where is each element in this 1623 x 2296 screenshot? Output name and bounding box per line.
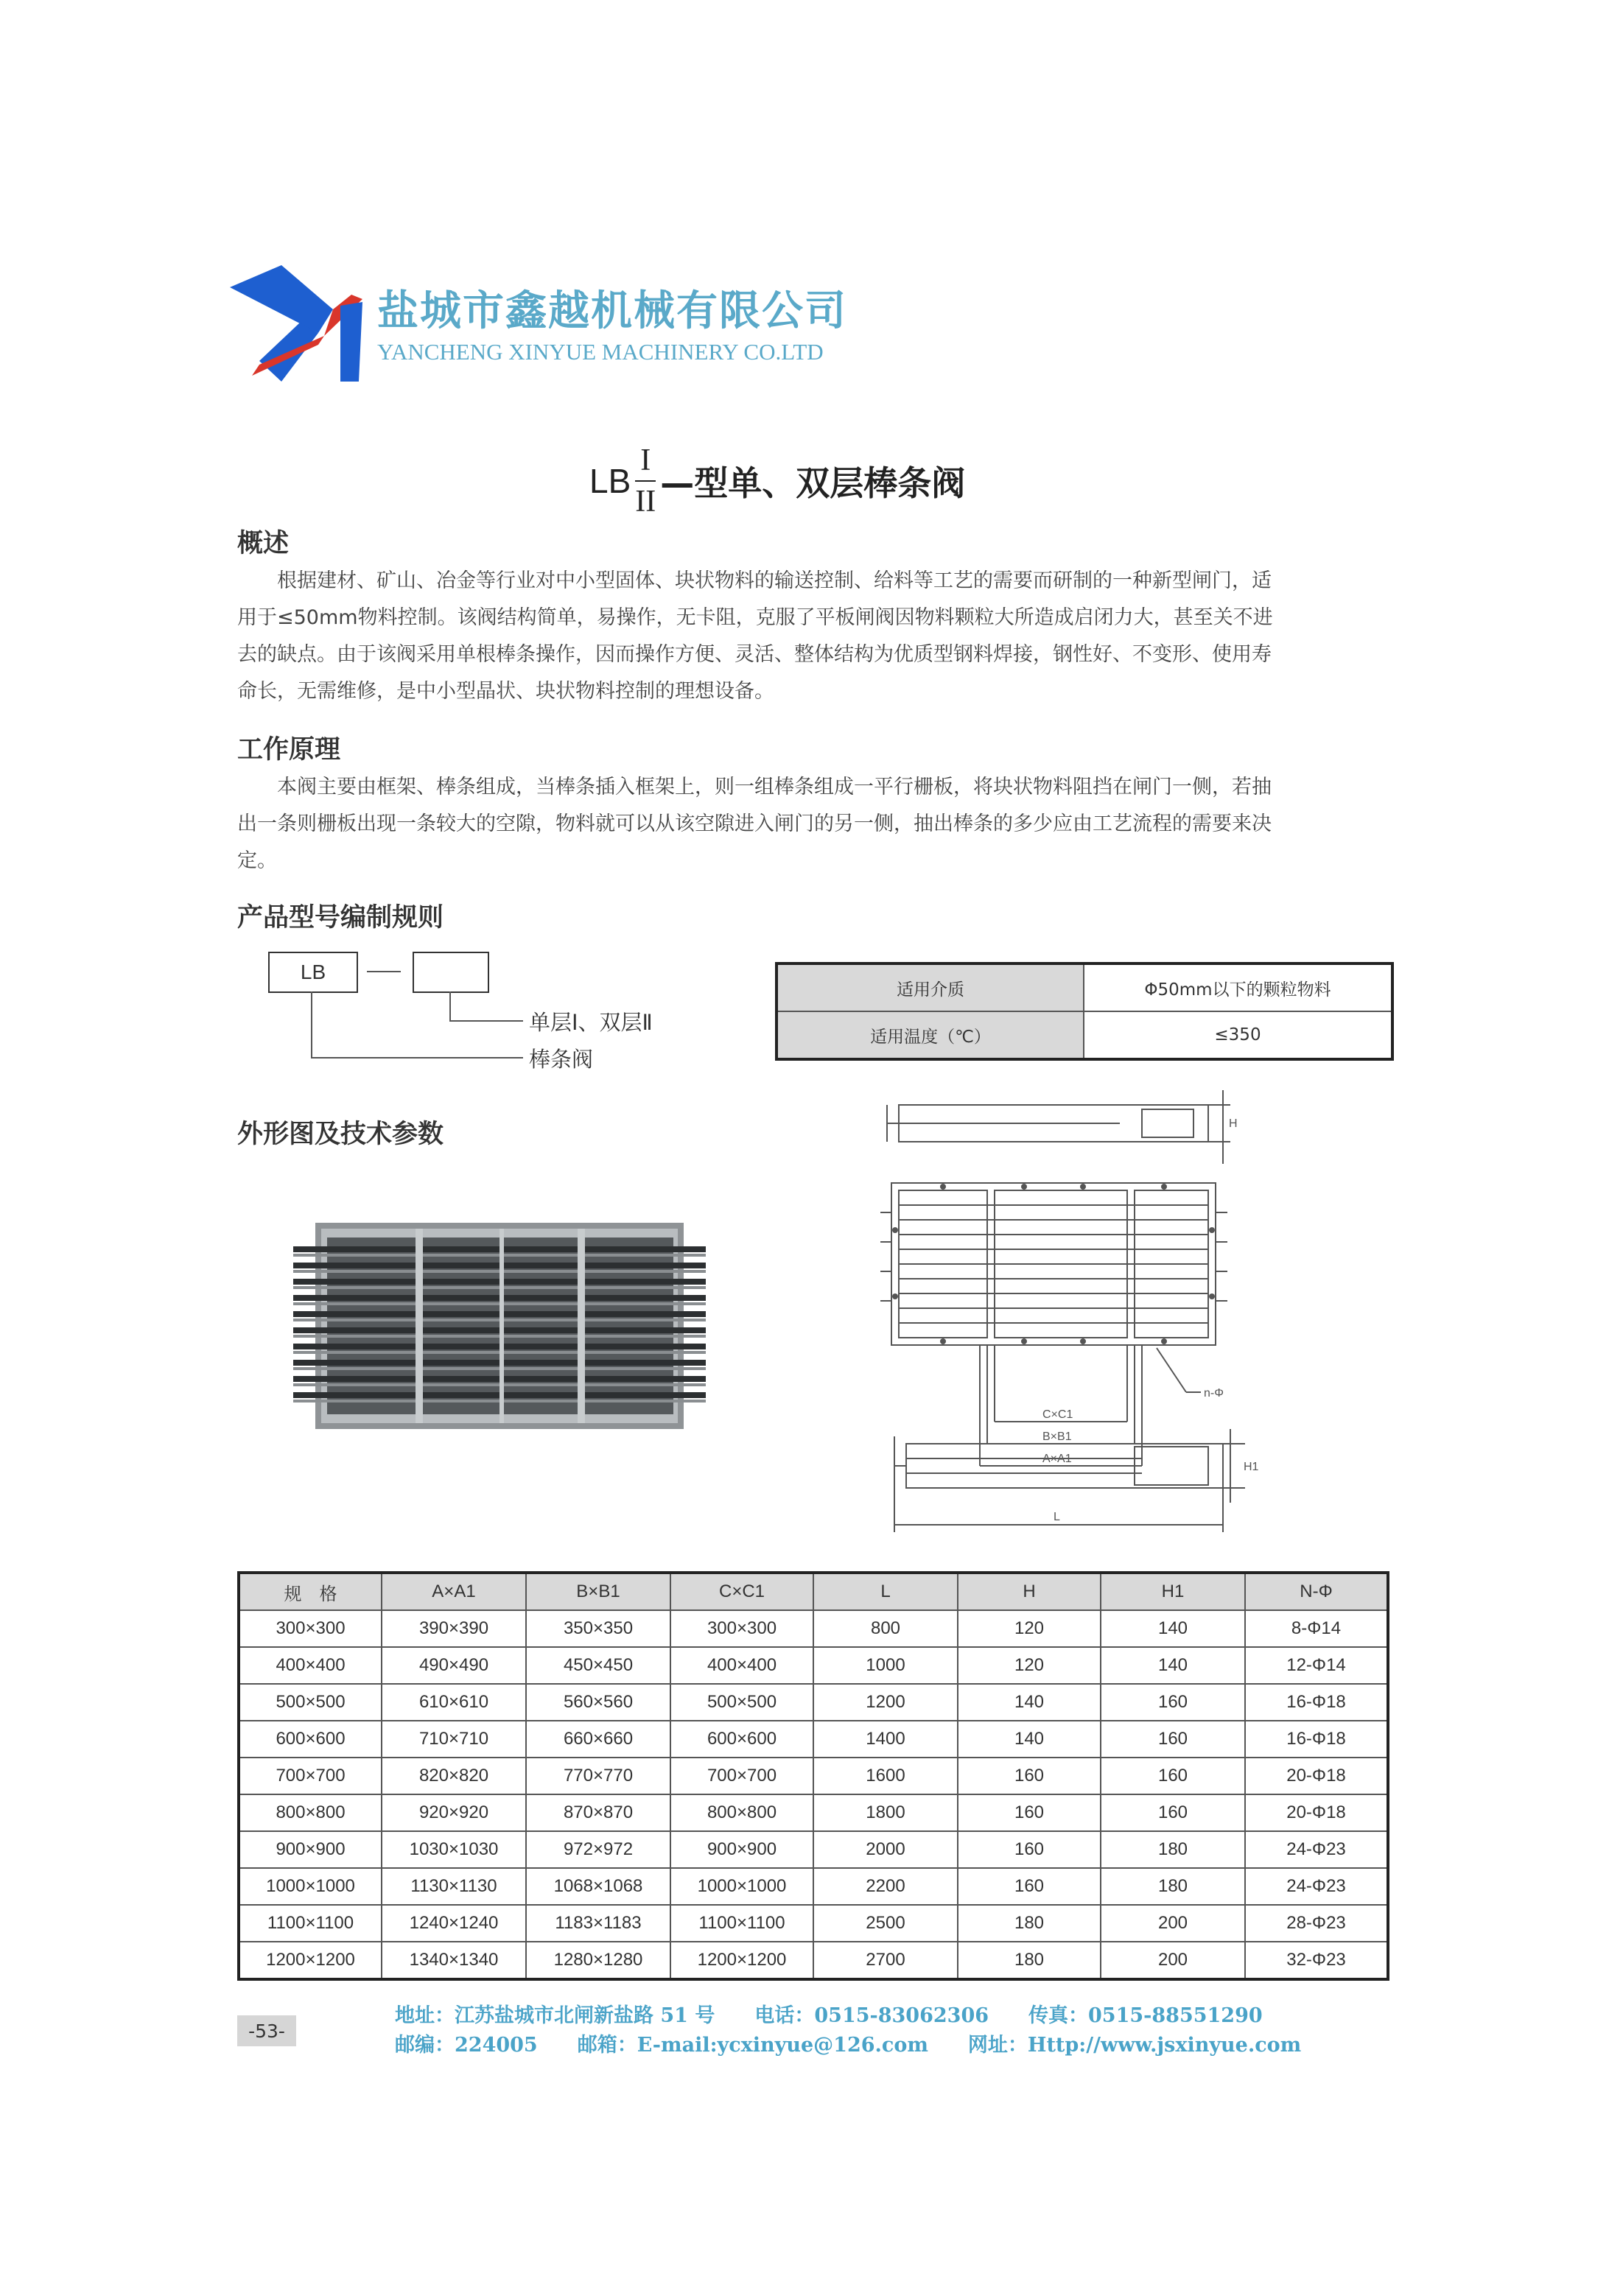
- table-cell: 16-Φ18: [1245, 1721, 1388, 1758]
- table-cell: 800×800: [670, 1794, 813, 1831]
- footer-contact-line-2: 邮编：224005 邮箱：E-mail:ycxinyue@126.com 网址：Http://www.jsxinyue.com: [395, 2034, 1302, 2057]
- table-cell: 1030×1030: [382, 1831, 526, 1868]
- table-cell: 180: [1101, 1868, 1245, 1905]
- table-cell: 870×870: [526, 1794, 670, 1831]
- table-cell: 160: [1101, 1721, 1245, 1758]
- dim-label-nphi: n-Φ: [1204, 1387, 1224, 1400]
- table-row: [239, 1905, 1388, 1942]
- table-cell: 2500: [813, 1905, 958, 1942]
- company-name-cn: 盐城市鑫越机械有限公司: [377, 287, 847, 335]
- title-roman-fraction: [635, 443, 656, 519]
- title-fraction-bar: [635, 480, 656, 482]
- table-cell: 1800: [813, 1794, 958, 1831]
- table-cell: ≤350: [1084, 1011, 1392, 1059]
- table-cell: 140: [1101, 1610, 1245, 1647]
- table-cell: 180: [1101, 1831, 1245, 1868]
- model-label-layer: 单层Ⅰ、双层Ⅱ: [529, 1010, 653, 1035]
- table-header-row: [239, 1573, 1388, 1610]
- table-cell: 1000×1000: [670, 1868, 813, 1905]
- table-cell: 700×700: [670, 1758, 813, 1794]
- table-cell: 200: [1101, 1905, 1245, 1942]
- table-row: [239, 1647, 1388, 1684]
- table-row: [239, 1684, 1388, 1721]
- principle-paragraph: [237, 769, 1395, 880]
- table-cell: 8-Φ14: [1245, 1610, 1388, 1647]
- table-cell: 350×350: [526, 1610, 670, 1647]
- table-cell: 160: [1101, 1758, 1245, 1794]
- column-header: B×B1: [526, 1573, 670, 1610]
- table-cell: 24-Φ23: [1245, 1831, 1388, 1868]
- table-cell: 20-Φ18: [1245, 1758, 1388, 1794]
- table-cell: 180: [958, 1905, 1101, 1942]
- table-cell: 140: [958, 1721, 1101, 1758]
- table-cell: 400×400: [239, 1647, 382, 1684]
- table-cell: 390×390: [382, 1610, 526, 1647]
- model-dash-line: [367, 971, 401, 972]
- table-cell: 1130×1130: [382, 1868, 526, 1905]
- parameter-table: [237, 1571, 1389, 1981]
- table-cell: 1200: [813, 1684, 958, 1721]
- table-cell: 180: [958, 1942, 1101, 1979]
- column-header: A×A1: [382, 1573, 526, 1610]
- table-cell: 900×900: [670, 1831, 813, 1868]
- table-cell: 160: [958, 1868, 1101, 1905]
- page-number: -53-: [237, 2015, 296, 2046]
- parameter-table-body: [239, 1610, 1388, 1979]
- table-cell: 160: [1101, 1794, 1245, 1831]
- table-cell: 800×800: [239, 1794, 382, 1831]
- table-cell: 200: [1101, 1942, 1245, 1979]
- model-rule-heading: 产品型号编制规则: [237, 903, 444, 933]
- table-cell: 160: [1101, 1684, 1245, 1721]
- table-cell: 1100×1100: [239, 1905, 382, 1942]
- table-row: [777, 963, 1392, 1011]
- table-cell: 300×300: [670, 1610, 813, 1647]
- table-cell: 12-Φ14: [1245, 1647, 1388, 1684]
- table-cell: 610×610: [382, 1684, 526, 1721]
- dim-label-bb1: B×B1: [1042, 1430, 1072, 1443]
- table-cell: 20-Φ18: [1245, 1794, 1388, 1831]
- title-rest: —型单、双层棒条阀: [660, 463, 966, 503]
- column-header: H: [958, 1573, 1101, 1610]
- column-header: H1: [1101, 1573, 1245, 1610]
- table-cell: 适用介质: [777, 963, 1084, 1011]
- table-cell: 972×972: [526, 1831, 670, 1868]
- table-cell: 920×920: [382, 1794, 526, 1831]
- table-cell: 1100×1100: [670, 1905, 813, 1942]
- column-header: 规 格: [239, 1573, 382, 1610]
- principle-line: 定。: [237, 849, 277, 872]
- column-header: N-Φ: [1245, 1573, 1388, 1610]
- table-cell: 16-Φ18: [1245, 1684, 1388, 1721]
- principle-heading: 工作原理: [237, 735, 341, 765]
- table-cell: 1600: [813, 1758, 958, 1794]
- dim-label-h1: H1: [1244, 1461, 1259, 1473]
- column-header: C×C1: [670, 1573, 813, 1610]
- overview-line: 命长，无需维修，是中小型晶状、块状物料控制的理想设备。: [237, 680, 774, 703]
- table-cell: 600×600: [670, 1721, 813, 1758]
- overview-paragraph: [237, 563, 1395, 710]
- table-cell: 160: [958, 1758, 1101, 1794]
- table-cell: 2700: [813, 1942, 958, 1979]
- drawing-heading: 外形图及技术参数: [237, 1120, 444, 1149]
- principle-line: 本阀主要由框架、棒条组成，当棒条插入框架上，则一组棒条组成一平行栅板，将块状物料阻挡在闸门一侧，若抽: [277, 776, 1272, 798]
- table-cell: 400×400: [670, 1647, 813, 1684]
- table-cell: 300×300: [239, 1610, 382, 1647]
- overview-line: 根据建材、矿山、冶金等行业对中小型固体、块状物料的输送控制、给料等工艺的需要而研制的一种新型闸门，适: [277, 569, 1272, 592]
- table-cell: Φ50mm以下的颗粒物料: [1084, 963, 1392, 1011]
- table-cell: 490×490: [382, 1647, 526, 1684]
- title-roman-top: I: [640, 443, 651, 477]
- table-cell: 160: [958, 1831, 1101, 1868]
- model-box-blank: [413, 952, 489, 993]
- page-title: [589, 440, 965, 522]
- table-cell: 500×500: [239, 1684, 382, 1721]
- table-cell: 24-Φ23: [1245, 1868, 1388, 1905]
- table-cell: 1400: [813, 1721, 958, 1758]
- table-cell: 560×560: [526, 1684, 670, 1721]
- table-cell: 1068×1068: [526, 1868, 670, 1905]
- dim-label-cc1: C×C1: [1042, 1408, 1073, 1421]
- table-cell: 32-Φ23: [1245, 1942, 1388, 1979]
- model-connector-line: [311, 1057, 523, 1059]
- model-connector-line: [449, 1020, 523, 1022]
- table-cell: 600×600: [239, 1721, 382, 1758]
- table-cell: 1200×1200: [670, 1942, 813, 1979]
- overview-line: 去的缺点。由于该阀采用单根棒条操作，因而操作方便、灵活、整体结构为优质型钢料焊接，钢性好、不变形、使用寿: [237, 643, 1272, 666]
- table-cell: 1280×1280: [526, 1942, 670, 1979]
- table-cell: 820×820: [382, 1758, 526, 1794]
- model-connector-line: [311, 991, 312, 1058]
- model-box-lb: LB: [268, 952, 358, 993]
- table-cell: 1200×1200: [239, 1942, 382, 1979]
- overview-heading: 概述: [237, 529, 290, 558]
- table-cell: 140: [1101, 1647, 1245, 1684]
- title-roman-bottom: II: [635, 485, 656, 519]
- table-row: [239, 1758, 1388, 1794]
- table-cell: 2000: [813, 1831, 958, 1868]
- table-cell: 2200: [813, 1868, 958, 1905]
- company-logo-icon: [230, 265, 362, 382]
- product-photo: [278, 1208, 728, 1444]
- table-cell: 160: [958, 1794, 1101, 1831]
- table-cell: 710×710: [382, 1721, 526, 1758]
- table-row: [239, 1868, 1388, 1905]
- table-cell: 适用温度（℃）: [777, 1011, 1084, 1059]
- table-row: [777, 1011, 1392, 1059]
- model-connector-line: [449, 991, 451, 1021]
- table-cell: 140: [958, 1684, 1101, 1721]
- table-cell: 700×700: [239, 1758, 382, 1794]
- principle-line: 出一条则栅板出现一条较大的空隙，物料就可以从该空隙进入闸门的另一侧，抽出棒条的多少应由工艺流程的需要来决: [237, 812, 1272, 835]
- table-cell: 1000: [813, 1647, 958, 1684]
- model-label-valve: 棒条阀: [529, 1047, 594, 1072]
- table-row: [239, 1942, 1388, 1979]
- table-cell: 1340×1340: [382, 1942, 526, 1979]
- table-cell: 500×500: [670, 1684, 813, 1721]
- table-row: [239, 1794, 1388, 1831]
- overview-line: 用于≤50mm物料控制。该阀结构简单，易操作，无卡阻，克服了平板闸阀因物料颗粒大所造成启闭力大，甚至关不进: [237, 606, 1273, 629]
- medium-table: [775, 962, 1394, 1061]
- table-cell: 800: [813, 1610, 958, 1647]
- footer-contact-line-1: 地址：江苏盐城市北闸新盐路 51 号 电话：0515-83062306 传真：0515-88551290: [395, 2004, 1263, 2027]
- table-cell: 28-Φ23: [1245, 1905, 1388, 1942]
- technical-drawing-side: [877, 1414, 1275, 1547]
- table-cell: 900×900: [239, 1831, 382, 1868]
- table-cell: 1240×1240: [382, 1905, 526, 1942]
- table-cell: 660×660: [526, 1721, 670, 1758]
- table-row: [239, 1610, 1388, 1647]
- dim-label-h: H: [1229, 1117, 1238, 1130]
- table-cell: 450×450: [526, 1647, 670, 1684]
- table-cell: 1183×1183: [526, 1905, 670, 1942]
- table-row: [239, 1721, 1388, 1758]
- table-cell: 120: [958, 1647, 1101, 1684]
- table-cell: 1000×1000: [239, 1868, 382, 1905]
- table-cell: 770×770: [526, 1758, 670, 1794]
- column-header: L: [813, 1573, 958, 1610]
- table-cell: 120: [958, 1610, 1101, 1647]
- company-name-en: YANCHENG XINYUE MACHINERY CO.LTD: [377, 339, 824, 365]
- title-prefix: LB: [589, 462, 631, 500]
- dim-label-aa1: A×A1: [1042, 1453, 1072, 1465]
- dim-label-l: L: [1054, 1511, 1060, 1523]
- table-row: [239, 1831, 1388, 1868]
